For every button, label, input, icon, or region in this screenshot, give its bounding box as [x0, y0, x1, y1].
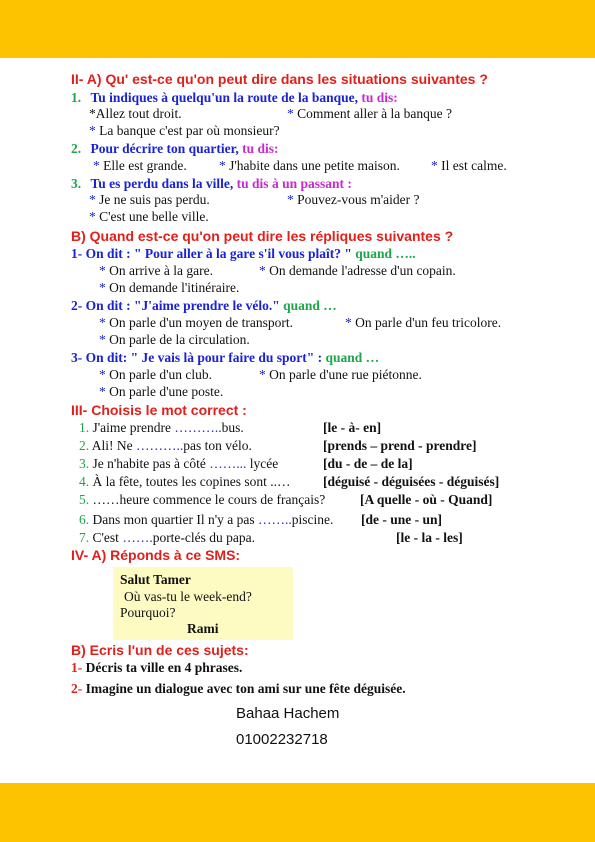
author-phone: 01002232718 — [236, 731, 328, 748]
writing-topic-1: 1- Décris ta ville en 4 phrases. — [71, 660, 243, 675]
sms-line-2: Pourquoi? — [120, 605, 176, 620]
choices: [prends – prend - prendre] — [323, 438, 477, 453]
option: * La banque c'est par où monsieur? — [89, 123, 280, 138]
option: * On parle d'un feu tricolore. — [345, 315, 502, 330]
option: * On parle d'un club. — [99, 367, 213, 382]
option: * Elle est grande. — [93, 158, 187, 173]
question-text: Tu indiques à quelqu'un la route de la banque, — [90, 90, 358, 105]
choices: [le - la - les] — [396, 530, 463, 545]
option: * C'est une belle ville. — [89, 209, 209, 224]
exercise-item: 3. Je n'habite pas à côté ……... lycée — [79, 456, 279, 471]
exercise-item: 6. Dans mon quartier Il n'y a pas ……..piscine. — [79, 512, 334, 527]
choices: [du - de – de la] — [323, 456, 413, 471]
choices: [de - une - un] — [361, 512, 443, 527]
option: *Allez tout droit. — [89, 106, 182, 121]
s2b-question-1: 1- On dit : " Pour aller à la gare s'il vous plaît? " quand ….. — [71, 246, 416, 261]
option: * J'habite dans une petite maison. — [219, 158, 400, 173]
sms-message-box — [113, 567, 293, 640]
top-yellow-band — [0, 0, 595, 58]
sms-line-1: Où vas-tu le week-end? — [124, 589, 252, 604]
exercise-item: 7. C'est …….porte-clés du papa. — [79, 530, 256, 545]
s2b-question-3: 3- On dit: " Je vais là pour faire du sport" : quand … — [71, 350, 380, 365]
sms-signature: Rami — [187, 621, 219, 636]
question-tail: tu dis: — [361, 90, 398, 105]
sms-greeting: Salut Tamer — [120, 572, 191, 587]
exercise-item: 2. Ali! Ne ………..pas ton vélo. — [79, 438, 252, 453]
section-2b-title: B) Quand est-ce qu'on peut dire les répliques suivantes ? — [71, 228, 454, 244]
option: * On arrive à la gare. — [99, 263, 213, 278]
option: * On demande l'adresse d'un copain. — [259, 263, 456, 278]
option: * On demande l'itinéraire. — [99, 280, 240, 295]
option: * On parle d'un moyen de transport. — [99, 315, 294, 330]
choices: [déguisé - déguisées - déguisés] — [323, 474, 500, 489]
option: * On parle d'une poste. — [99, 384, 224, 399]
s2a-question-1 — [71, 90, 398, 106]
s2b-question-2: 2- On dit : "J'aime prendre le vélo." quand … — [71, 298, 337, 313]
section-4b-title: B) Ecris l'un de ces sujets: — [71, 642, 249, 658]
option: * On parle de la circulation. — [99, 332, 250, 347]
option: * Il est calme. — [431, 158, 507, 173]
option: * Pouvez-vous m'aider ? — [287, 192, 420, 207]
section-2a-title: II- A) Qu' est-ce qu'on peut dire dans les situations suivantes ? — [71, 71, 488, 87]
bottom-yellow-band — [0, 783, 595, 842]
option: * Je ne suis pas perdu. — [89, 192, 210, 207]
exercise-item: 5. ……heure commence le cours de français? — [79, 492, 326, 507]
section-4a-title: IV- A) Réponds à ce SMS: — [71, 547, 241, 563]
s2a-question-3: 3. Tu es perdu dans la ville, tu dis à un passant : — [71, 176, 352, 191]
s2a-question-2: 2. Pour décrire ton quartier, tu dis: — [71, 141, 279, 156]
choices: [A quelle - où - Quand] — [360, 492, 493, 507]
choices: [le - à- en] — [323, 420, 382, 435]
option: * On parle d'une rue piétonne. — [259, 367, 422, 382]
section-3-title: III- Choisis le mot correct : — [71, 402, 247, 418]
exercise-item: 4. À la fête, toutes les copines sont ..… — [79, 474, 291, 489]
author-name: Bahaa Hachem — [236, 705, 340, 722]
question-number: 1. — [71, 90, 82, 105]
writing-topic-2: 2- Imagine un dialogue avec ton ami sur une fête déguisée. — [71, 681, 406, 696]
option: * Comment aller à la banque ? — [287, 106, 452, 121]
exercise-item: 1. J'aime prendre ………..bus. — [79, 420, 244, 435]
